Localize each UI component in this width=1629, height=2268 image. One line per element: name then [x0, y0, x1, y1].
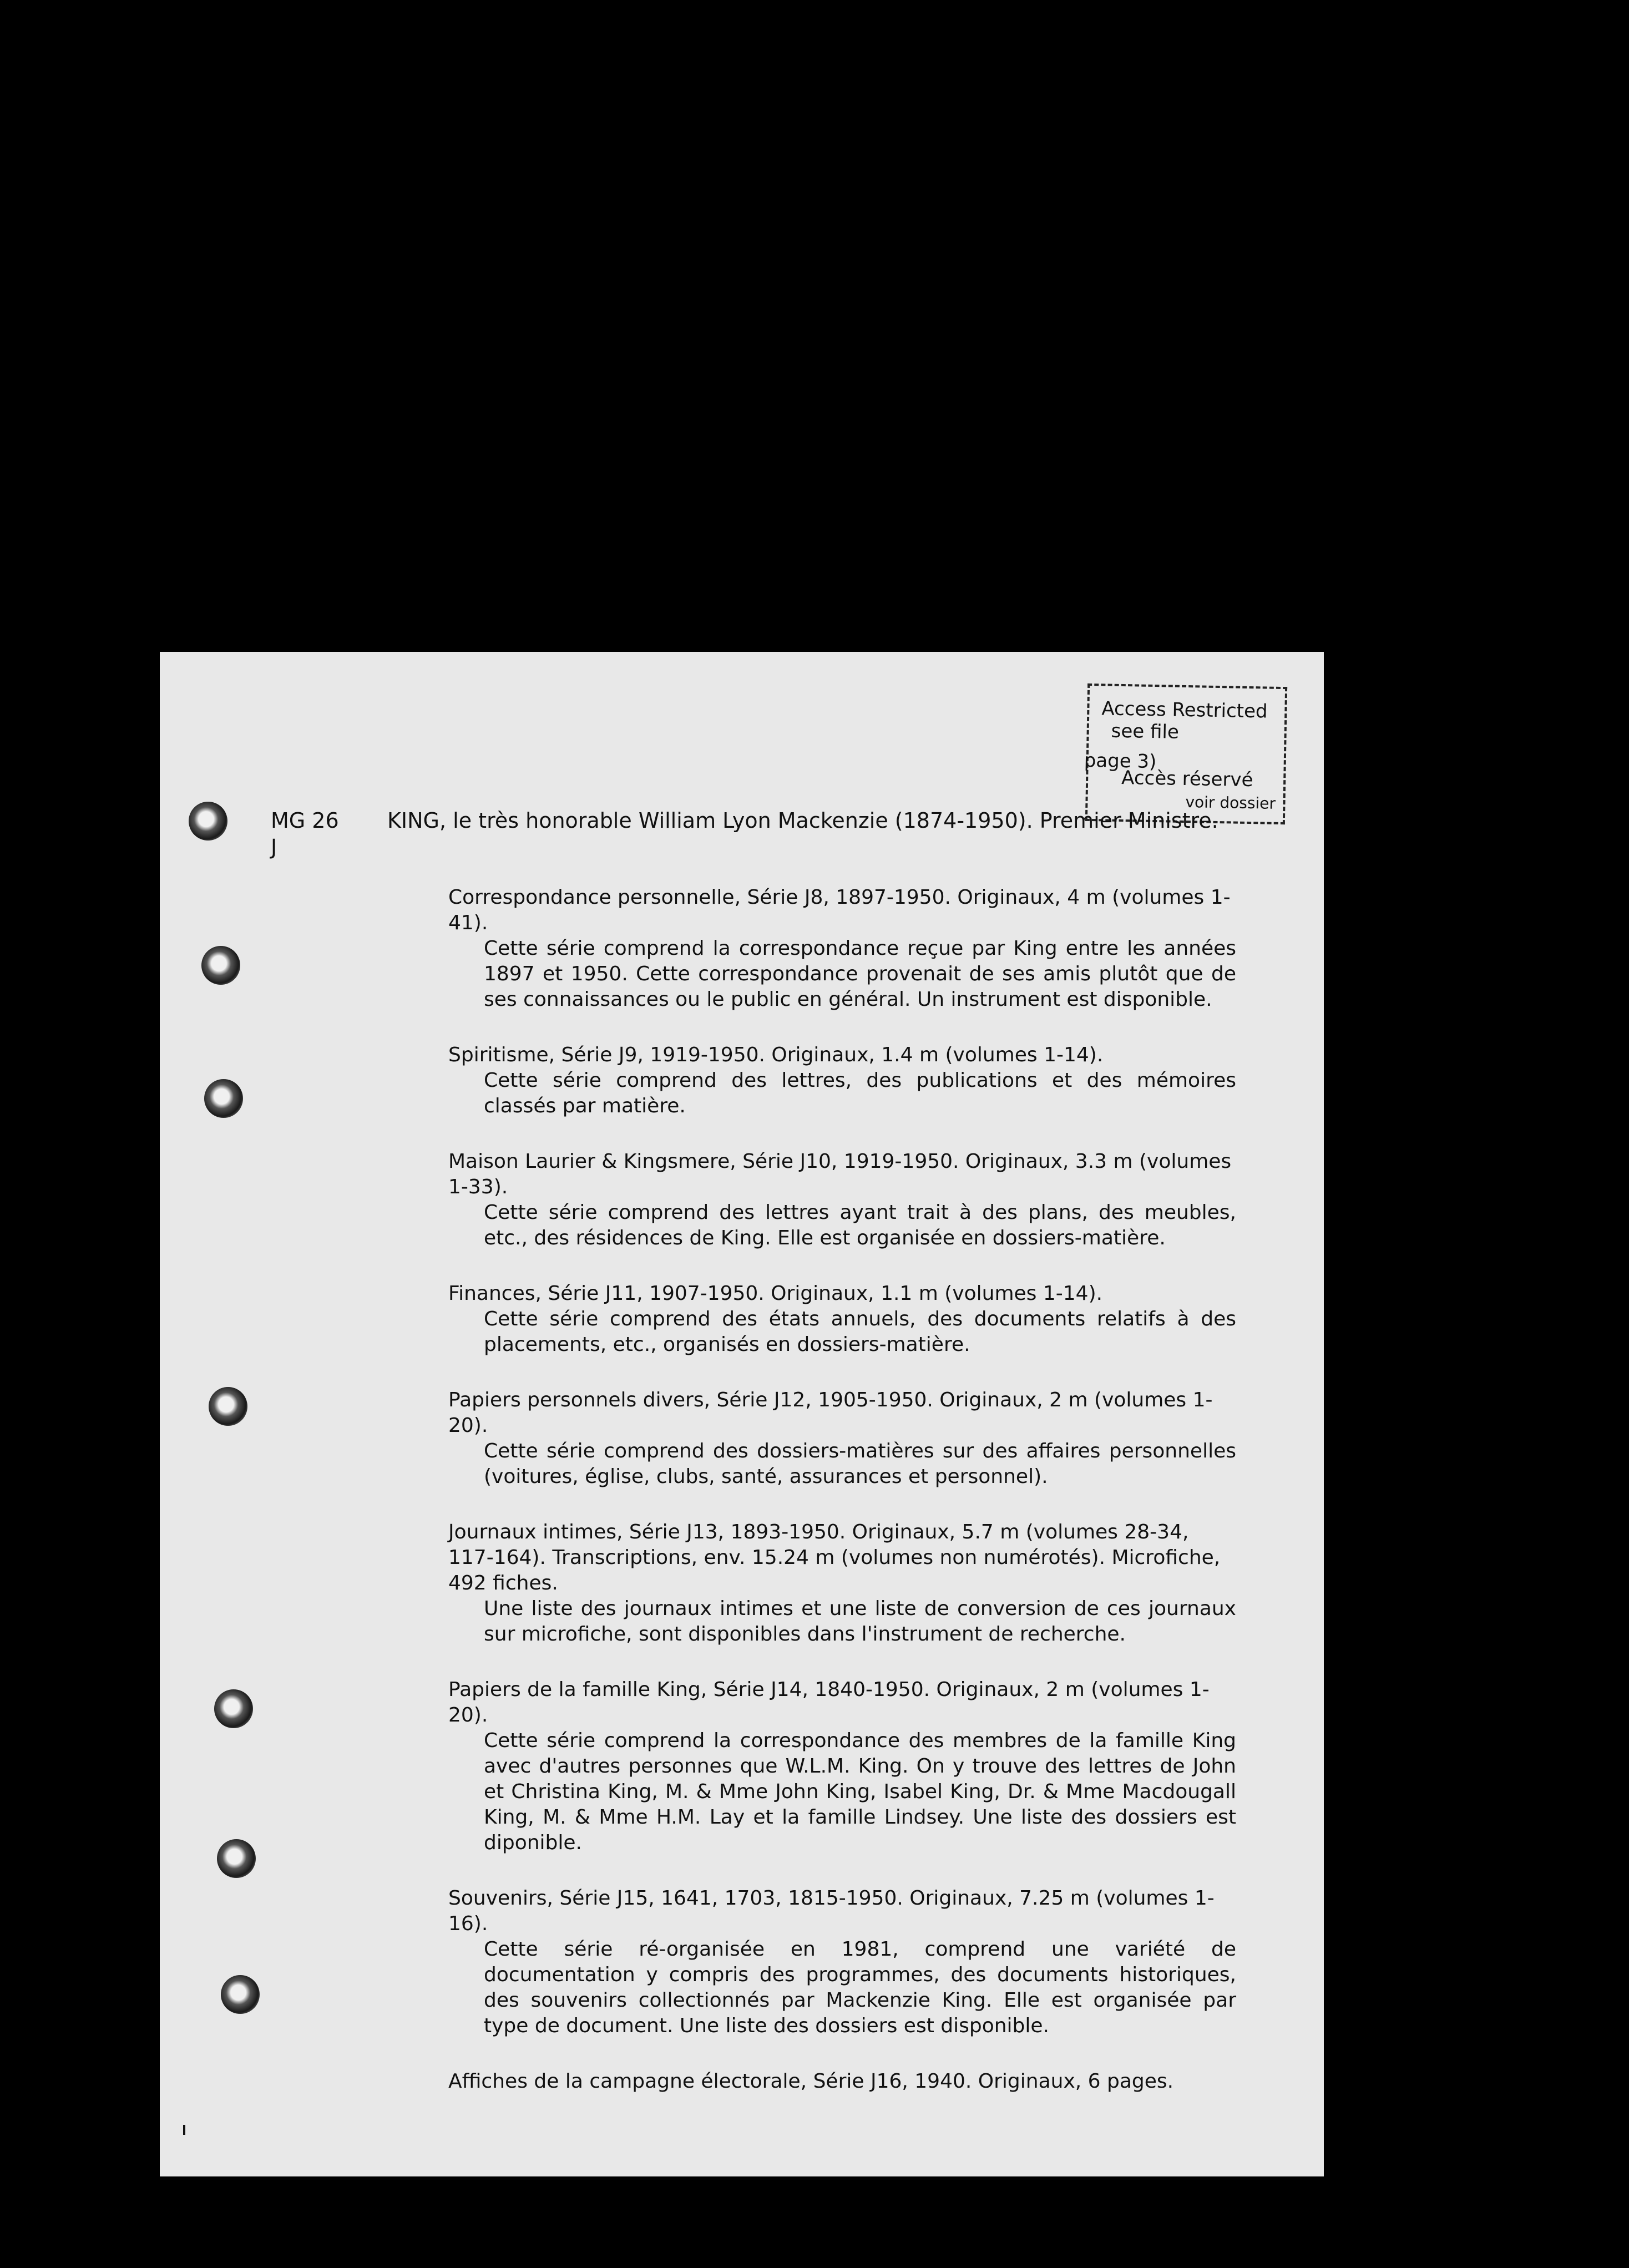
stamp-line: see file — [1111, 720, 1180, 743]
series-title: Correspondance personnelle, Série J8, 1897-1950. Originaux, 4 m (volumes 1-41). — [448, 886, 1231, 934]
record-subgroup: J — [271, 835, 277, 859]
access-restricted-stamp — [1085, 684, 1287, 824]
punch-hole — [217, 1839, 256, 1878]
page-title: KING, le très honorable William Lyon Mackenzie (1874-1950). Premier Ministre. — [387, 808, 1218, 833]
stamp-line: Access Restricted — [1101, 697, 1268, 723]
margin-mark — [183, 2125, 185, 2135]
series-description: Cette série comprend des dossiers-matières sur des affaires personnelles (voitures, église, clubs, santé, assurances et personnel). — [484, 1440, 1236, 1488]
series-description: Cette série comprend la correspondance des membres de la famille King avec d'autres personnes que W.L.M. King. On y trouve des lettres de John et Christina King, M. & Mme John King, Isabel King, Dr. & Mme Macdougall King, M. & Mme H.M. Lay et la famille Lindsey. Une liste des dossiers est diponible. — [484, 1729, 1236, 1854]
series-description: Cette série comprend la correspondance reçue par King entre les années 1897 et 1950. Cette correspondance provenait de ses amis plutôt que de ses connaissances ou le public en général. Un instrument est disponible. — [484, 937, 1236, 1011]
series-list — [448, 885, 1236, 2124]
series-entry — [448, 1042, 1236, 1119]
series-entry — [448, 1677, 1236, 1856]
series-entry — [448, 1149, 1236, 1251]
series-description: Cette série comprend des lettres ayant trait à des plans, des meubles, etc., des résidences de King. Elle est organisée en dossiers-matière. — [484, 1201, 1236, 1249]
stamp-line: voir dossier — [1185, 792, 1276, 813]
punch-hole — [189, 802, 227, 841]
series-description: Cette série ré-organisée en 1981, comprend une variété de documentation y compris des programmes, des documents historiques, des souvenirs collectionnés par Mackenzie King. Elle est organisée par type de document. Une liste des dossiers est disponible. — [484, 1938, 1236, 2037]
series-title: Souvenirs, Série J15, 1641, 1703, 1815-1950. Originaux, 7.25 m (volumes 1-16). — [448, 1887, 1215, 1935]
series-entry — [448, 1886, 1236, 2039]
series-title: Maison Laurier & Kingsmere, Série J10, 1919-1950. Originaux, 3.3 m (volumes 1-33). — [448, 1150, 1232, 1198]
series-description: Une liste des journaux intimes et une liste de conversion de ces journaux sur microfiche, sont disponibles dans l'instrument de recherche. — [484, 1597, 1236, 1646]
series-title: Finances, Série J11, 1907-1950. Originaux, 1.1 m (volumes 1-14). — [448, 1282, 1103, 1305]
punch-hole — [209, 1387, 247, 1426]
series-entry — [448, 1281, 1236, 1358]
reference-code — [271, 807, 339, 860]
stamp-line: Accès réservé — [1121, 766, 1253, 792]
series-title: Affiches de la campagne électorale, Série J16, 1940. Originaux, 6 pages. — [448, 2070, 1174, 2093]
punch-hole — [214, 1689, 253, 1728]
series-title: Journaux intimes, Série J13, 1893-1950. Originaux, 5.7 m (volumes 28-34, 117-164). Transcriptions, env. 15.24 m (volumes non numérotés). Microfiche, 492 fiches. — [448, 1521, 1221, 1594]
record-group: MG 26 — [271, 808, 339, 833]
series-title: Papiers de la famille King, Série J14, 1840-1950. Originaux, 2 m (volumes 1-20). — [448, 1678, 1210, 1727]
punch-hole — [201, 946, 240, 985]
punch-hole — [221, 1975, 260, 2014]
series-entry — [448, 885, 1236, 1012]
stamp-line: page 3) — [1084, 749, 1157, 773]
series-title: Spiritisme, Série J9, 1919-1950. Originaux, 1.4 m (volumes 1-14). — [448, 1044, 1104, 1066]
document-page — [160, 652, 1324, 2176]
series-description: Cette série comprend des états annuels, des documents relatifs à des placements, etc., organisés en dossiers-matière. — [484, 1308, 1236, 1356]
punch-hole — [204, 1079, 243, 1118]
series-entry — [448, 1520, 1236, 1647]
series-entry — [448, 1388, 1236, 1490]
series-title: Papiers personnels divers, Série J12, 1905-1950. Originaux, 2 m (volumes 1-20). — [448, 1389, 1213, 1437]
series-description: Cette série comprend des lettres, des publications et des mémoires classés par matière. — [484, 1069, 1236, 1117]
series-entry — [448, 2069, 1236, 2094]
